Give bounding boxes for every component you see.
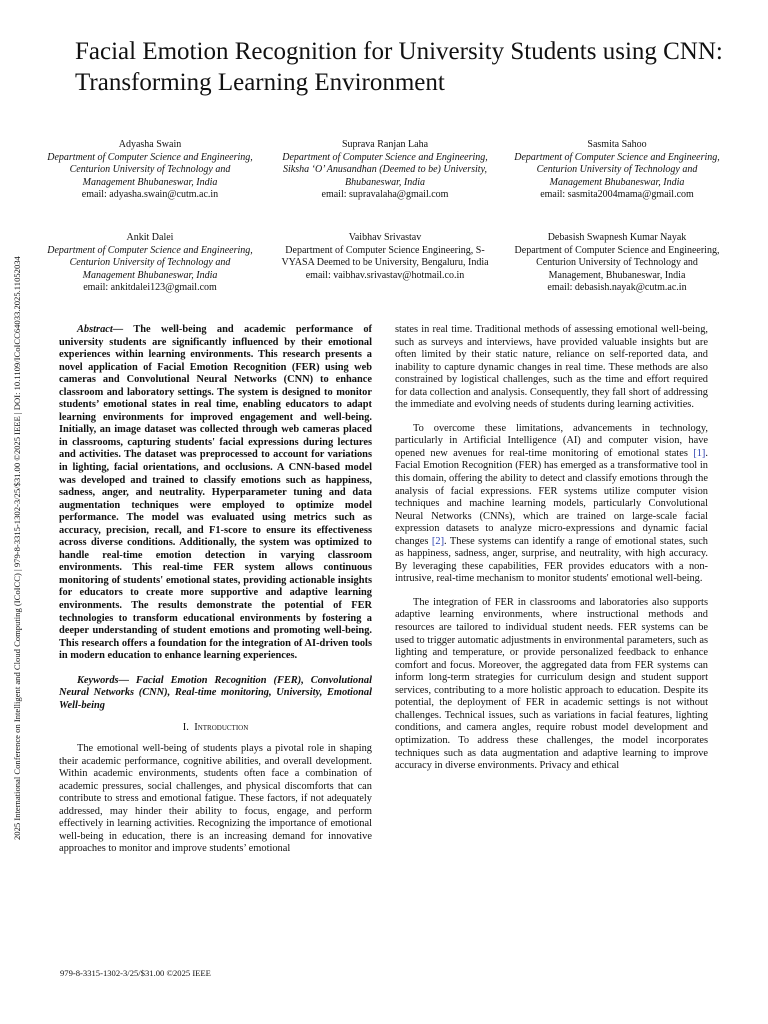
text-run: To overcome these limitations, advancements in technology, particularly in Artificial Intelligence (AI) and computer vision, have opened new avenues for real-time monitoring of emotional states [395, 422, 708, 459]
body-paragraph [395, 423, 708, 586]
keywords: Keywords— Facial Emotion Recognition (FER), Convolutional Neural Networks (CNN), Real-time monitoring, University, Emotional Well-being [59, 674, 372, 711]
author-block [45, 139, 255, 202]
author-email: email: adyasha.swain@cutm.ac.in [81, 189, 219, 201]
author-name: Debasish Swapnesh Kumar Nayak [547, 232, 687, 243]
author-name: Adyasha Swain [118, 139, 182, 150]
copyright-footer: 979-8-3315-1302-3/25/$31.00 ©2025 IEEE [60, 968, 211, 978]
author-email: email: supravalaha@gmail.com [321, 189, 449, 201]
author-name: Suprava Ranjan Laha [341, 139, 429, 150]
author-block [280, 232, 490, 282]
author-affiliation: Department of Computer Science and Engineering, Centurion University of Technology and Management Bhubaneswar, India [514, 151, 720, 188]
citation-link[interactable]: [2] [431, 535, 445, 547]
author-affiliation: Department of Computer Science and Engineering, Centurion University of Technology and Management Bhubaneswar, India [47, 244, 253, 281]
body-paragraph: The integration of FER in classrooms and laboratories also supports adaptive learning environments, where instructional methods and resources are tailored to individual student needs. FER systems can be used to trigger automatic adjustments in environmental parameters, such as lighting and temperature, or provide personalized feedback to enhance comfort and focus. Moreover, the aggregated data from FER systems can inform long-term strategies for curriculum design and student support services, contributing to a more holistic approach to education. Despite its potential, the deployment of FER in academic settings is not without challenges. Technical issues, such as variations in facial features, lighting conditions, and camera angles, require robust model development and optimization. To address these challenges, the model incorporates techniques such as data augmentation and adaptive learning to improve accuracy in diverse environments. Privacy and ethical [395, 596, 708, 772]
abstract-lead: Abstract— [77, 324, 124, 335]
author-email: email: vaibhav.srivastav@hotmail.co.in [305, 269, 465, 281]
sidebar-text: 2025 International Conference on Intelligent and Cloud Computing (ICoICC) | 979-8-3315-1302-3/25/$31.00 ©2025 IEEE | DOI: 10.1109/ICoICC64033.2025.11052034 [12, 256, 22, 840]
abstract-text: The well-being and academic performance of university students are significantly influenced by their emotional experiences within learning environments. This research presents a novel application of Facial Emotion Recognition (FER) using web cameras and Convolutional Neural Networks (CNN) to enhance classroom and laboratory settings. The system is designed to monitor students’ emotional states in real time, enabling educators to adapt learning environments for improved engagement and well-being. Initially, an image dataset was collected through web cameras placed in classrooms, capturing students' facial expressions during lectures and activities. The dataset was preprocessed to account for variations in lighting, facial orientations, and occlusions. A CNN-based model was developed and trained to classify emotions such as happiness, sadness, anger, and neutrality. Hyperparameter tuning and data augmentation techniques were employed to optimize model performance. The model was evaluated using metrics such as accuracy, precision, recall, and F1-score to ensure its effectiveness across diverse conditions. Additionally, the system was optimized to handle real-time emotion detection in varying classroom environments. This real-time FER system allows continuous monitoring of students' emotional states, providing actionable insights for educators to create more supportive and adaptive learning environments. The results demonstrate the potential of FER technologies to transform educational environments by fostering a deeper understanding of student emotions and promoting well-being. This research offers a foundation for the integration of AI-driven tools in modern education to enhance learning experiences. [59, 324, 372, 662]
author-block [45, 232, 255, 295]
author-affiliation: Department of Computer Science and Engineering, Centurion University of Technology and Management, Bhubaneswar, India [514, 244, 720, 281]
citation-link[interactable]: [1] [693, 447, 706, 459]
section-number: I. [182, 722, 189, 734]
text-run: . Facial Emotion Recognition (FER) has emerged as a transformative tool in this domain, offering the ability to detect and classify emotions through the analysis of facial expressions. FER systems utilize computer vision techniques and machine learning models, particularly Convolutional Neural Networks (CNNs), which are trained on large-scale facial expression datasets to analyze micro-expressions and dynamic facial changes [395, 447, 708, 547]
paper-title: Facial Emotion Recognition for University Students using CNN: Transforming Learning Environment [75, 38, 723, 96]
author-block [512, 139, 722, 202]
body-paragraph: states in real time. Traditional methods of assessing emotional well-being, such as surveys and interviews, have provided valuable insights but are often limited by their static nature, reliance on self-reported data, and inability to capture dynamic changes in real time. These methods are also constrained by logistical challenges, such as the time and effort required for data collection and analysis. Consequently, they fall short of addressing the immediate and evolving needs of students during learning activities. [395, 324, 708, 411]
author-email: email: debasish.nayak@cutm.ac.in [547, 282, 687, 294]
author-name: Ankit Dalei [126, 232, 174, 243]
author-email: email: sasmita2004mama@gmail.com [540, 189, 694, 201]
author-block [512, 232, 722, 295]
author-name: Vaibhav Srivastav [348, 232, 422, 243]
author-email: email: ankitdalei123@gmail.com [83, 282, 217, 294]
right-column [395, 324, 708, 773]
text-run: . These systems can identify a range of emotional states, such as happiness, sadness, anger, surprise, and neutrality, with high accuracy. By leveraging these capabilities, FER provides educators with a non-intrusive, real-time mechanism to monitor students' emotional well-being. [395, 535, 708, 585]
author-affiliation: Department of Computer Science and Engineering, Centurion University of Technology and Management Bhubaneswar, India [47, 151, 253, 188]
author-affiliation: Department of Computer Science and Engineering, Siksha ‘O’ Anusandhan (Deemed to be) University, Bhubaneswar, India [282, 151, 488, 188]
left-column [59, 324, 372, 856]
author-affiliation: Department of Computer Science Engineering, S-VYASA Deemed to be University, Bengaluru, India [281, 244, 489, 269]
author-block [280, 139, 490, 202]
doi-sidebar [10, 180, 26, 840]
abstract [59, 324, 372, 663]
author-name: Sasmita Sahoo [587, 139, 647, 150]
section-title: Introduction [194, 722, 249, 734]
section-heading [59, 722, 372, 735]
intro-paragraph: The emotional well-being of students plays a pivotal role in shaping their academic performance, cognitive abilities, and overall development. Within academic environments, students often face a combination of academic pressures, social challenges, and physical discomforts that can contribute to stress and emotional fatigue. These factors, if not adequately addressed, may hinder their ability to focus, engage, and perform effectively in learning activities. Recognizing the importance of emotional well-being in education, there is an increasing demand for innovative approaches to monitor and improve students’ emotional [59, 742, 372, 855]
